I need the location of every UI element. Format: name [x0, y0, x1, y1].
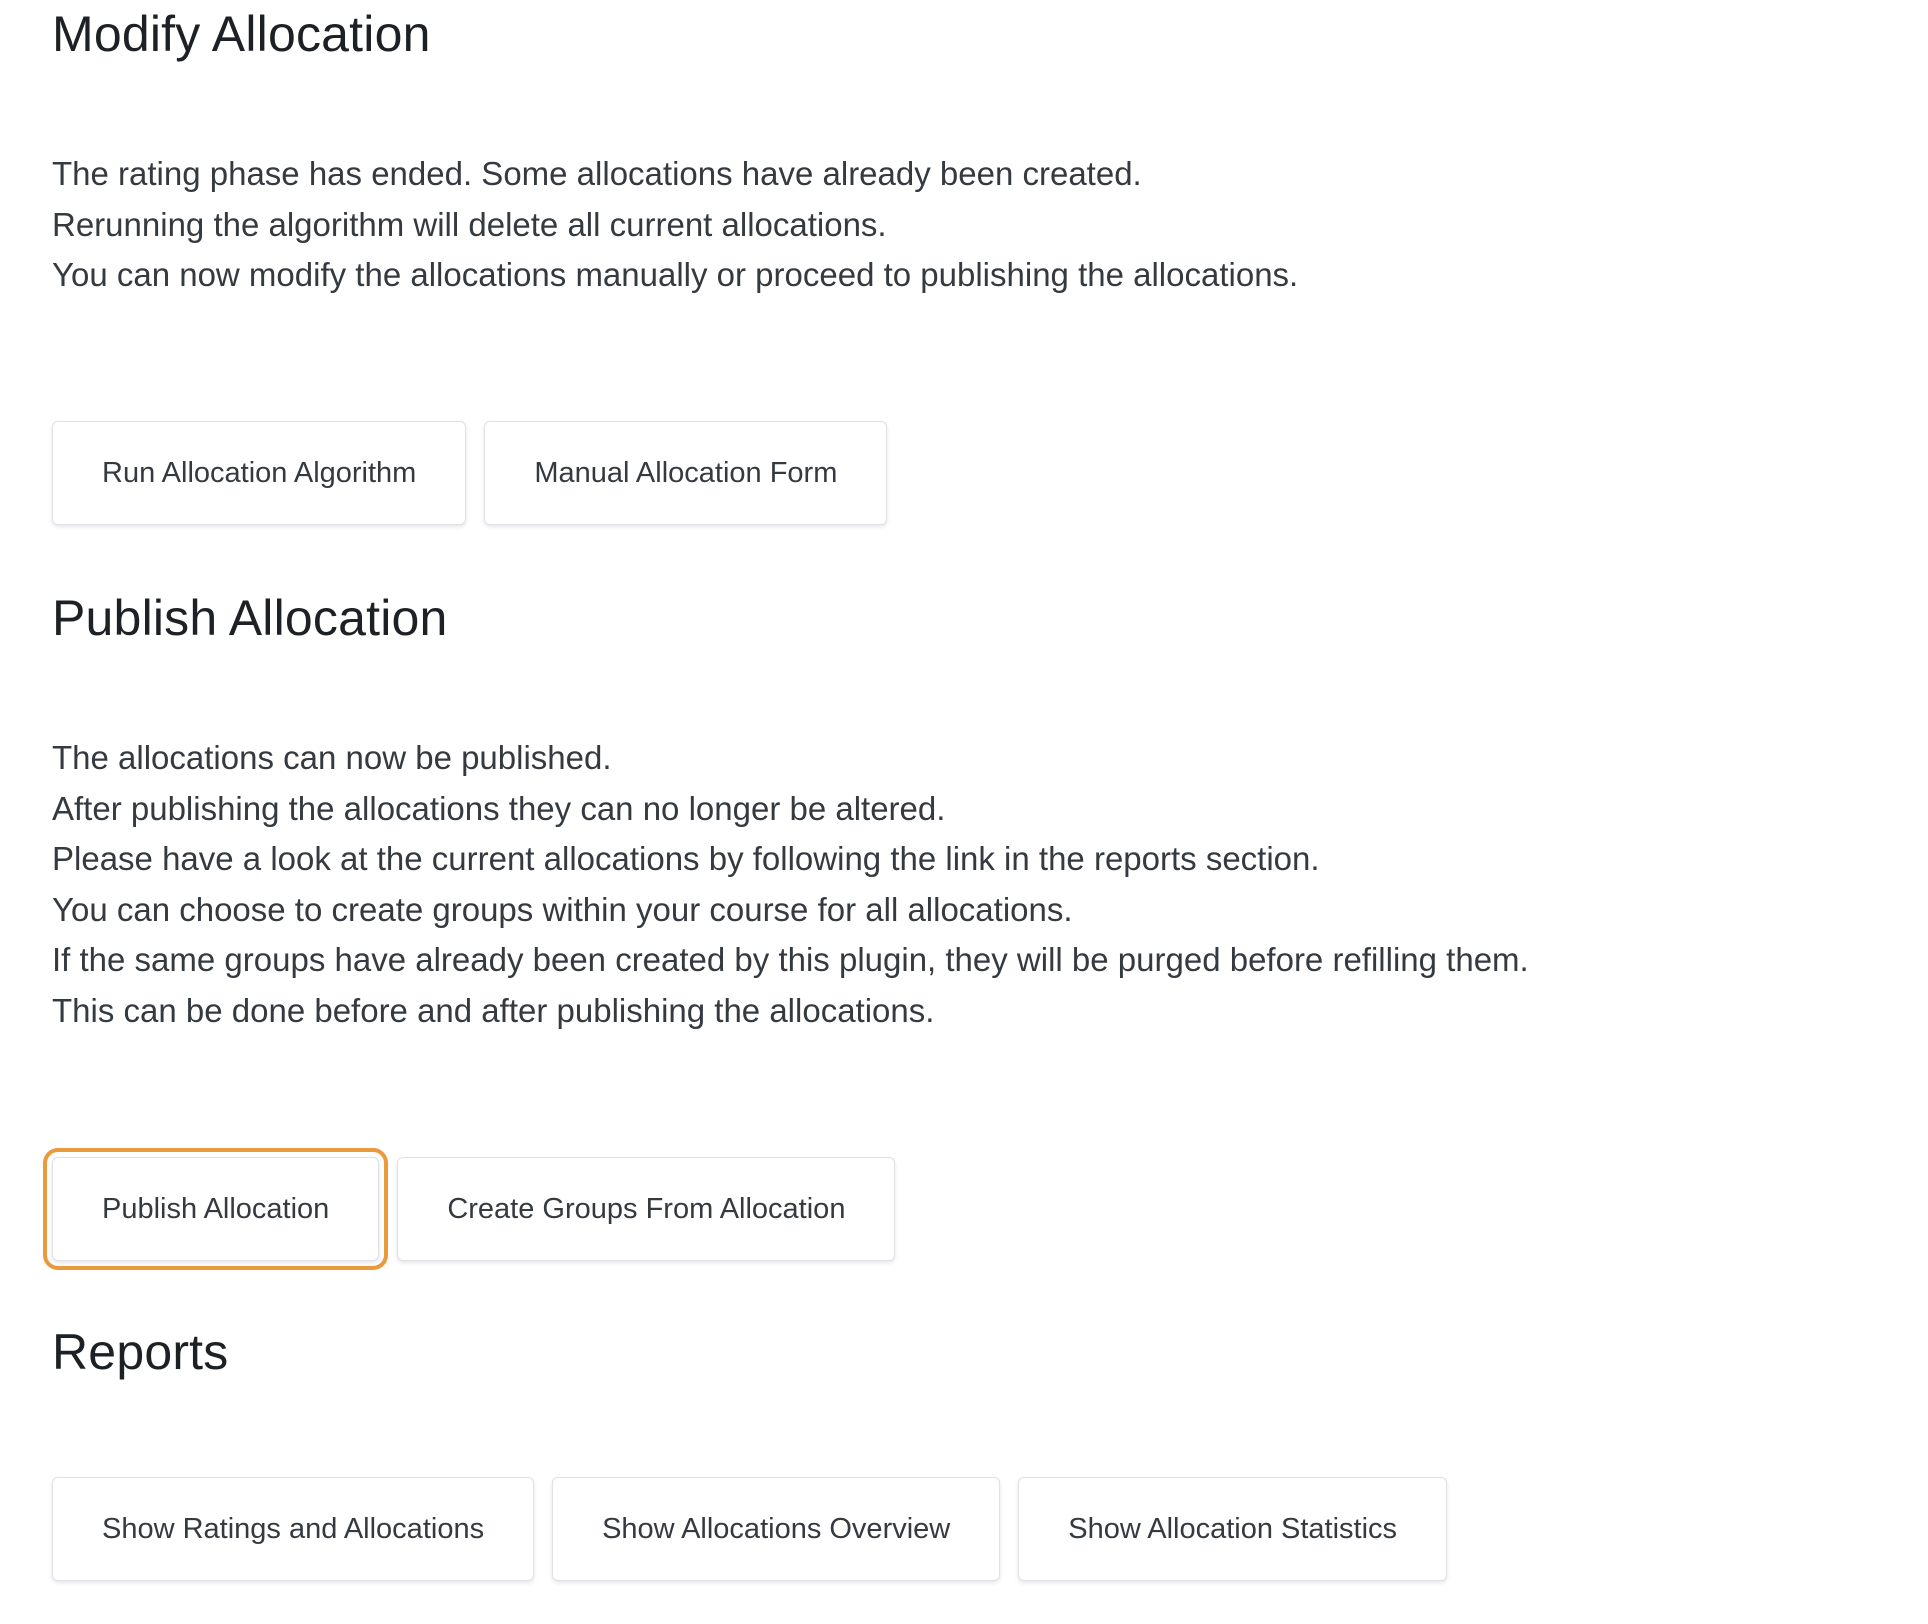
- modify-description-line: The rating phase has ended. Some allocations have already been created.: [52, 155, 1142, 192]
- show-ratings-and-allocations-button[interactable]: Show Ratings and Allocations: [52, 1477, 534, 1581]
- publish-description-line: The allocations can now be published.: [52, 739, 612, 776]
- reports-buttons: [52, 1477, 1447, 1581]
- modify-allocation-heading: Modify Allocation: [52, 6, 431, 62]
- publish-allocation-buttons: [52, 1157, 895, 1261]
- publish-description-line: This can be done before and after publishing the allocations.: [52, 991, 935, 1029]
- publish-description-line: Please have a look at the current allocations by following the link in the reports section.: [52, 840, 1320, 877]
- modify-allocation-description: [52, 149, 1298, 301]
- modify-allocation-buttons: [52, 421, 887, 525]
- manual-allocation-form-button[interactable]: Manual Allocation Form: [484, 421, 887, 525]
- modify-description-line: You can now modify the allocations manually or proceed to publishing the allocations.: [52, 256, 1299, 293]
- publish-allocation-heading: Publish Allocation: [52, 590, 448, 646]
- publish-allocation-button[interactable]: Publish Allocation: [52, 1157, 379, 1261]
- publish-description-line: After publishing the allocations they can no longer be altered.: [52, 789, 946, 827]
- show-allocations-overview-button[interactable]: Show Allocations Overview: [552, 1477, 1000, 1581]
- reports-heading: Reports: [52, 1324, 229, 1380]
- show-allocation-statistics-button[interactable]: Show Allocation Statistics: [1018, 1477, 1447, 1581]
- publish-allocation-description: [52, 733, 1529, 1036]
- publish-description-line: You can choose to create groups within your course for all allocations.: [52, 890, 1073, 928]
- publish-description-line: If the same groups have already been created by this plugin, they will be purged before refilling them.: [52, 941, 1529, 978]
- create-groups-from-allocation-button[interactable]: Create Groups From Allocation: [397, 1157, 895, 1261]
- run-allocation-algorithm-button[interactable]: Run Allocation Algorithm: [52, 421, 466, 525]
- modify-description-line: Rerunning the algorithm will delete all current allocations.: [52, 205, 887, 243]
